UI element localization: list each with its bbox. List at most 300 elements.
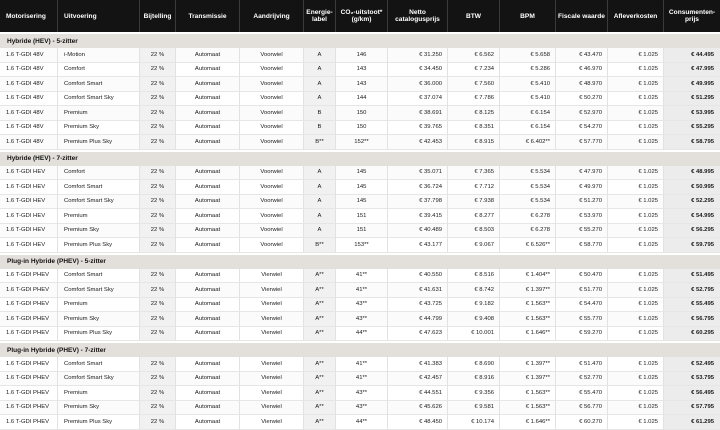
cell-uitvoering: Premium Sky — [58, 121, 140, 136]
cell-btw: € 8.125 — [448, 106, 500, 121]
cell-aandrijving: Voorwiel — [240, 238, 304, 253]
cell-uitvoering: Premium — [58, 298, 140, 313]
cell-afleverkosten: € 1.025 — [608, 298, 664, 313]
cell-motorisering: 1.6 T-GDI PHEV — [0, 401, 58, 416]
cell-co2: 43** — [336, 312, 388, 327]
cell-bpm: € 5.534 — [500, 180, 556, 195]
cell-motorisering: 1.6 T-GDI 48V — [0, 92, 58, 107]
cell-bijtelling: 22 % — [140, 209, 176, 224]
cell-fiscale-waarde: € 55.770 — [556, 312, 608, 327]
cell-consumentenprijs: € 52.295 — [664, 195, 720, 210]
cell-uitvoering: Comfort Smart — [58, 77, 140, 92]
cell-bpm: € 6.402** — [500, 135, 556, 150]
cell-afleverkosten: € 1.025 — [608, 195, 664, 210]
cell-motorisering: 1.6 T-GDI HEV — [0, 180, 58, 195]
cell-netto-catalogusprijs: € 44.551 — [388, 386, 448, 401]
cell-bpm: € 1.397** — [500, 283, 556, 298]
cell-netto-catalogusprijs: € 42.453 — [388, 135, 448, 150]
cell-bijtelling: 22 % — [140, 63, 176, 78]
cell-bijtelling: 22 % — [140, 283, 176, 298]
cell-btw: € 9.067 — [448, 238, 500, 253]
cell-aandrijving: Vierwiel — [240, 298, 304, 313]
cell-energielabel: A** — [304, 327, 336, 342]
cell-energielabel: A** — [304, 283, 336, 298]
section-title: Plug-in Hybride (PHEV) - 5-zitter — [0, 253, 720, 269]
table-row — [0, 63, 720, 78]
cell-bijtelling: 22 % — [140, 372, 176, 387]
cell-netto-catalogusprijs: € 39.765 — [388, 121, 448, 136]
cell-consumentenprijs: € 51.495 — [664, 269, 720, 284]
cell-co2: 43** — [336, 386, 388, 401]
cell-afleverkosten: € 1.025 — [608, 238, 664, 253]
cell-btw: € 9.182 — [448, 298, 500, 313]
cell-afleverkosten: € 1.025 — [608, 269, 664, 284]
cell-transmissie: Automaat — [176, 48, 240, 63]
cell-aandrijving: Vierwiel — [240, 283, 304, 298]
cell-bpm: € 5.658 — [500, 48, 556, 63]
cell-consumentenprijs: € 56.795 — [664, 312, 720, 327]
cell-netto-catalogusprijs: € 42.457 — [388, 372, 448, 387]
cell-bijtelling: 22 % — [140, 180, 176, 195]
cell-bijtelling: 22 % — [140, 357, 176, 372]
cell-uitvoering: Comfort — [58, 166, 140, 181]
cell-bpm: € 5.534 — [500, 166, 556, 181]
cell-bijtelling: 22 % — [140, 238, 176, 253]
cell-bijtelling: 22 % — [140, 224, 176, 239]
cell-btw: € 6.562 — [448, 48, 500, 63]
cell-afleverkosten: € 1.025 — [608, 357, 664, 372]
cell-fiscale-waarde: € 53.970 — [556, 209, 608, 224]
header-bpm: BPM — [500, 0, 556, 32]
cell-fiscale-waarde: € 48.970 — [556, 77, 608, 92]
cell-motorisering: 1.6 T-GDI HEV — [0, 224, 58, 239]
cell-fiscale-waarde: € 51.270 — [556, 195, 608, 210]
cell-motorisering: 1.6 T-GDI PHEV — [0, 415, 58, 430]
cell-afleverkosten: € 1.025 — [608, 312, 664, 327]
cell-aandrijving: Vierwiel — [240, 327, 304, 342]
cell-energielabel: A** — [304, 312, 336, 327]
cell-co2: 41** — [336, 283, 388, 298]
cell-bijtelling: 22 % — [140, 77, 176, 92]
cell-aandrijving: Voorwiel — [240, 106, 304, 121]
header-btw: BTW — [448, 0, 500, 32]
cell-btw: € 7.786 — [448, 92, 500, 107]
cell-aandrijving: Voorwiel — [240, 180, 304, 195]
header-consumentenprijs: Consumenten-prijs — [664, 0, 720, 32]
cell-afleverkosten: € 1.025 — [608, 209, 664, 224]
cell-transmissie: Automaat — [176, 269, 240, 284]
section-title: Plug-in Hybride (PHEV) - 7-zitter — [0, 341, 720, 357]
cell-aandrijving: Vierwiel — [240, 357, 304, 372]
cell-fiscale-waarde: € 55.270 — [556, 224, 608, 239]
cell-bpm: € 1.397** — [500, 372, 556, 387]
cell-bpm: € 5.286 — [500, 63, 556, 78]
cell-uitvoering: Comfort Smart — [58, 180, 140, 195]
cell-afleverkosten: € 1.025 — [608, 283, 664, 298]
cell-consumentenprijs: € 54.995 — [664, 209, 720, 224]
cell-uitvoering: Premium Sky — [58, 224, 140, 239]
section-header — [0, 253, 720, 269]
cell-consumentenprijs: € 55.495 — [664, 298, 720, 313]
cell-energielabel: A** — [304, 357, 336, 372]
cell-co2: 143 — [336, 77, 388, 92]
cell-netto-catalogusprijs: € 36.724 — [388, 180, 448, 195]
cell-bpm: € 5.410 — [500, 77, 556, 92]
cell-aandrijving: Voorwiel — [240, 209, 304, 224]
cell-motorisering: 1.6 T-GDI PHEV — [0, 269, 58, 284]
cell-fiscale-waarde: € 55.470 — [556, 386, 608, 401]
header-motorisering: Motorisering — [0, 0, 58, 32]
cell-btw: € 8.742 — [448, 283, 500, 298]
cell-fiscale-waarde: € 58.770 — [556, 238, 608, 253]
table-row — [0, 195, 720, 210]
cell-transmissie: Automaat — [176, 121, 240, 136]
cell-bpm: € 1.563** — [500, 386, 556, 401]
cell-afleverkosten: € 1.025 — [608, 121, 664, 136]
cell-energielabel: A — [304, 77, 336, 92]
cell-co2: 151 — [336, 209, 388, 224]
cell-btw: € 9.581 — [448, 401, 500, 416]
cell-bpm: € 5.410 — [500, 92, 556, 107]
cell-consumentenprijs: € 53.795 — [664, 372, 720, 387]
cell-btw: € 8.351 — [448, 121, 500, 136]
cell-consumentenprijs: € 59.795 — [664, 238, 720, 253]
cell-bijtelling: 22 % — [140, 48, 176, 63]
cell-co2: 150 — [336, 106, 388, 121]
cell-energielabel: A** — [304, 372, 336, 387]
section-title: Hybride (HEV) - 5-zitter — [0, 32, 720, 48]
cell-uitvoering: Premium — [58, 106, 140, 121]
cell-netto-catalogusprijs: € 41.631 — [388, 283, 448, 298]
cell-consumentenprijs: € 47.995 — [664, 63, 720, 78]
cell-uitvoering: Comfort Smart Sky — [58, 195, 140, 210]
table-row — [0, 77, 720, 92]
cell-uitvoering: Comfort Smart Sky — [58, 283, 140, 298]
cell-afleverkosten: € 1.025 — [608, 372, 664, 387]
cell-uitvoering: Comfort Smart Sky — [58, 372, 140, 387]
cell-aandrijving: Voorwiel — [240, 77, 304, 92]
cell-aandrijving: Voorwiel — [240, 135, 304, 150]
cell-aandrijving: Voorwiel — [240, 166, 304, 181]
cell-motorisering: 1.6 T-GDI 48V — [0, 135, 58, 150]
cell-btw: € 7.560 — [448, 77, 500, 92]
cell-co2: 146 — [336, 48, 388, 63]
cell-btw: € 8.916 — [448, 372, 500, 387]
cell-motorisering: 1.6 T-GDI HEV — [0, 209, 58, 224]
cell-transmissie: Automaat — [176, 195, 240, 210]
cell-aandrijving: Vierwiel — [240, 269, 304, 284]
cell-bijtelling: 22 % — [140, 327, 176, 342]
cell-fiscale-waarde: € 51.770 — [556, 283, 608, 298]
cell-bpm: € 1.404** — [500, 269, 556, 284]
cell-co2: 145 — [336, 195, 388, 210]
cell-afleverkosten: € 1.025 — [608, 106, 664, 121]
cell-energielabel: A — [304, 180, 336, 195]
cell-btw: € 9.356 — [448, 386, 500, 401]
cell-energielabel: A — [304, 166, 336, 181]
cell-consumentenprijs: € 58.795 — [664, 135, 720, 150]
header-fiscale-waarde: Fiscale waarde — [556, 0, 608, 32]
cell-btw: € 9.408 — [448, 312, 500, 327]
cell-afleverkosten: € 1.025 — [608, 48, 664, 63]
cell-transmissie: Automaat — [176, 77, 240, 92]
cell-motorisering: 1.6 T-GDI 48V — [0, 77, 58, 92]
cell-consumentenprijs: € 51.295 — [664, 92, 720, 107]
cell-afleverkosten: € 1.025 — [608, 77, 664, 92]
table-row — [0, 269, 720, 284]
cell-energielabel: B — [304, 121, 336, 136]
table-row — [0, 135, 720, 150]
table-row — [0, 327, 720, 342]
cell-energielabel: A** — [304, 269, 336, 284]
cell-aandrijving: Vierwiel — [240, 372, 304, 387]
header-uitvoering: Uitvoering — [58, 0, 140, 32]
cell-netto-catalogusprijs: € 43.725 — [388, 298, 448, 313]
cell-co2: 41** — [336, 269, 388, 284]
cell-uitvoering: Premium — [58, 209, 140, 224]
cell-uitvoering: i-Motion — [58, 48, 140, 63]
table-row — [0, 106, 720, 121]
cell-co2: 44** — [336, 327, 388, 342]
cell-transmissie: Automaat — [176, 224, 240, 239]
cell-uitvoering: Premium Plus Sky — [58, 415, 140, 430]
cell-netto-catalogusprijs: € 48.450 — [388, 415, 448, 430]
cell-btw: € 7.234 — [448, 63, 500, 78]
cell-bijtelling: 22 % — [140, 195, 176, 210]
cell-netto-catalogusprijs: € 38.691 — [388, 106, 448, 121]
cell-co2: 44** — [336, 415, 388, 430]
table-row — [0, 372, 720, 387]
cell-transmissie: Automaat — [176, 401, 240, 416]
cell-consumentenprijs: € 48.995 — [664, 166, 720, 181]
cell-btw: € 8.516 — [448, 269, 500, 284]
header-co2: CO₂-uitstoot* (g/km) — [336, 0, 388, 32]
cell-fiscale-waarde: € 54.470 — [556, 298, 608, 313]
cell-fiscale-waarde: € 52.770 — [556, 372, 608, 387]
cell-motorisering: 1.6 T-GDI HEV — [0, 195, 58, 210]
table-row — [0, 298, 720, 313]
cell-transmissie: Automaat — [176, 238, 240, 253]
cell-consumentenprijs: € 57.795 — [664, 401, 720, 416]
cell-btw: € 10.001 — [448, 327, 500, 342]
cell-motorisering: 1.6 T-GDI PHEV — [0, 283, 58, 298]
cell-transmissie: Automaat — [176, 180, 240, 195]
cell-fiscale-waarde: € 56.770 — [556, 401, 608, 416]
cell-consumentenprijs: € 52.795 — [664, 283, 720, 298]
cell-netto-catalogusprijs: € 40.550 — [388, 269, 448, 284]
cell-bijtelling: 22 % — [140, 135, 176, 150]
cell-netto-catalogusprijs: € 31.250 — [388, 48, 448, 63]
cell-btw: € 7.938 — [448, 195, 500, 210]
cell-energielabel: A — [304, 92, 336, 107]
cell-aandrijving: Voorwiel — [240, 92, 304, 107]
cell-energielabel: A — [304, 48, 336, 63]
cell-uitvoering: Comfort Smart — [58, 269, 140, 284]
cell-aandrijving: Vierwiel — [240, 386, 304, 401]
cell-energielabel: B** — [304, 238, 336, 253]
cell-netto-catalogusprijs: € 47.623 — [388, 327, 448, 342]
cell-uitvoering: Comfort Smart Sky — [58, 92, 140, 107]
cell-uitvoering: Comfort — [58, 63, 140, 78]
cell-co2: 43** — [336, 298, 388, 313]
table-row — [0, 238, 720, 253]
cell-afleverkosten: € 1.025 — [608, 63, 664, 78]
header-afleverkosten: Afleverkosten — [608, 0, 664, 32]
cell-fiscale-waarde: € 60.270 — [556, 415, 608, 430]
cell-transmissie: Automaat — [176, 312, 240, 327]
cell-energielabel: A** — [304, 401, 336, 416]
cell-btw: € 8.915 — [448, 135, 500, 150]
section-header — [0, 32, 720, 48]
cell-co2: 151 — [336, 224, 388, 239]
cell-bpm: € 6.526** — [500, 238, 556, 253]
cell-bpm: € 1.397** — [500, 357, 556, 372]
cell-afleverkosten: € 1.025 — [608, 92, 664, 107]
table-row — [0, 209, 720, 224]
table-row — [0, 180, 720, 195]
cell-bijtelling: 22 % — [140, 106, 176, 121]
section-title: Hybride (HEV) - 7-zitter — [0, 150, 720, 166]
cell-fiscale-waarde: € 50.270 — [556, 92, 608, 107]
cell-energielabel: B** — [304, 135, 336, 150]
cell-co2: 145 — [336, 166, 388, 181]
cell-energielabel: A** — [304, 415, 336, 430]
cell-fiscale-waarde: € 43.470 — [556, 48, 608, 63]
cell-netto-catalogusprijs: € 45.626 — [388, 401, 448, 416]
cell-fiscale-waarde: € 57.770 — [556, 135, 608, 150]
cell-consumentenprijs: € 52.495 — [664, 357, 720, 372]
cell-bpm: € 1.563** — [500, 312, 556, 327]
cell-bijtelling: 22 % — [140, 401, 176, 416]
cell-afleverkosten: € 1.025 — [608, 166, 664, 181]
cell-consumentenprijs: € 49.995 — [664, 77, 720, 92]
cell-energielabel: B — [304, 106, 336, 121]
cell-afleverkosten: € 1.025 — [608, 401, 664, 416]
cell-energielabel: A** — [304, 298, 336, 313]
cell-uitvoering: Premium Plus Sky — [58, 238, 140, 253]
cell-bijtelling: 22 % — [140, 386, 176, 401]
cell-bijtelling: 22 % — [140, 92, 176, 107]
table-row — [0, 357, 720, 372]
cell-co2: 150 — [336, 121, 388, 136]
cell-consumentenprijs: € 55.295 — [664, 121, 720, 136]
cell-fiscale-waarde: € 51.470 — [556, 357, 608, 372]
cell-bpm: € 5.534 — [500, 195, 556, 210]
cell-uitvoering: Premium — [58, 386, 140, 401]
cell-transmissie: Automaat — [176, 357, 240, 372]
cell-co2: 43** — [336, 401, 388, 416]
cell-afleverkosten: € 1.025 — [608, 180, 664, 195]
table-row — [0, 48, 720, 63]
cell-fiscale-waarde: € 52.970 — [556, 106, 608, 121]
header-aandrijving: Aandrijving — [240, 0, 304, 32]
cell-motorisering: 1.6 T-GDI PHEV — [0, 327, 58, 342]
cell-aandrijving: Vierwiel — [240, 401, 304, 416]
cell-consumentenprijs: € 53.995 — [664, 106, 720, 121]
cell-co2: 41** — [336, 372, 388, 387]
cell-aandrijving: Voorwiel — [240, 48, 304, 63]
cell-consumentenprijs: € 61.295 — [664, 415, 720, 430]
cell-transmissie: Automaat — [176, 298, 240, 313]
cell-co2: 152** — [336, 135, 388, 150]
cell-netto-catalogusprijs: € 34.450 — [388, 63, 448, 78]
cell-netto-catalogusprijs: € 36.000 — [388, 77, 448, 92]
table-row — [0, 312, 720, 327]
cell-consumentenprijs: € 56.495 — [664, 386, 720, 401]
cell-uitvoering: Premium Sky — [58, 401, 140, 416]
cell-motorisering: 1.6 T-GDI PHEV — [0, 298, 58, 313]
cell-btw: € 8.277 — [448, 209, 500, 224]
header-transmissie: Transmissie — [176, 0, 240, 32]
cell-netto-catalogusprijs: € 35.071 — [388, 166, 448, 181]
table-row — [0, 121, 720, 136]
cell-bpm: € 6.278 — [500, 224, 556, 239]
cell-consumentenprijs: € 44.495 — [664, 48, 720, 63]
cell-bijtelling: 22 % — [140, 166, 176, 181]
cell-fiscale-waarde: € 46.970 — [556, 63, 608, 78]
cell-transmissie: Automaat — [176, 63, 240, 78]
cell-energielabel: A — [304, 224, 336, 239]
table-row — [0, 401, 720, 416]
table-row — [0, 92, 720, 107]
cell-fiscale-waarde: € 49.970 — [556, 180, 608, 195]
section-header — [0, 341, 720, 357]
cell-co2: 144 — [336, 92, 388, 107]
cell-aandrijving: Vierwiel — [240, 312, 304, 327]
cell-afleverkosten: € 1.025 — [608, 135, 664, 150]
cell-bpm: € 6.154 — [500, 121, 556, 136]
cell-netto-catalogusprijs: € 43.177 — [388, 238, 448, 253]
cell-transmissie: Automaat — [176, 92, 240, 107]
cell-uitvoering: Premium Plus Sky — [58, 327, 140, 342]
header-netto-catalogusprijs: Netto catalogusprijs — [388, 0, 448, 32]
header-bijtelling: Bijtelling — [140, 0, 176, 32]
cell-motorisering: 1.6 T-GDI PHEV — [0, 386, 58, 401]
cell-netto-catalogusprijs: € 41.383 — [388, 357, 448, 372]
cell-afleverkosten: € 1.025 — [608, 415, 664, 430]
table-row — [0, 224, 720, 239]
header-energielabel: Energie-label — [304, 0, 336, 32]
cell-aandrijving: Voorwiel — [240, 224, 304, 239]
cell-motorisering: 1.6 T-GDI PHEV — [0, 372, 58, 387]
cell-transmissie: Automaat — [176, 415, 240, 430]
cell-fiscale-waarde: € 47.970 — [556, 166, 608, 181]
cell-aandrijving: Voorwiel — [240, 195, 304, 210]
cell-afleverkosten: € 1.025 — [608, 224, 664, 239]
cell-motorisering: 1.6 T-GDI PHEV — [0, 357, 58, 372]
cell-bijtelling: 22 % — [140, 415, 176, 430]
cell-bijtelling: 22 % — [140, 269, 176, 284]
cell-transmissie: Automaat — [176, 386, 240, 401]
cell-btw: € 8.690 — [448, 357, 500, 372]
cell-co2: 145 — [336, 180, 388, 195]
table-row — [0, 386, 720, 401]
cell-uitvoering: Premium Sky — [58, 312, 140, 327]
section-header — [0, 150, 720, 166]
cell-co2: 41** — [336, 357, 388, 372]
cell-motorisering: 1.6 T-GDI 48V — [0, 121, 58, 136]
cell-transmissie: Automaat — [176, 327, 240, 342]
cell-netto-catalogusprijs: € 37.798 — [388, 195, 448, 210]
cell-consumentenprijs: € 56.295 — [664, 224, 720, 239]
cell-fiscale-waarde: € 50.470 — [556, 269, 608, 284]
cell-consumentenprijs: € 50.995 — [664, 180, 720, 195]
cell-bpm: € 1.646** — [500, 415, 556, 430]
cell-transmissie: Automaat — [176, 166, 240, 181]
cell-netto-catalogusprijs: € 39.415 — [388, 209, 448, 224]
cell-fiscale-waarde: € 54.270 — [556, 121, 608, 136]
cell-motorisering: 1.6 T-GDI HEV — [0, 166, 58, 181]
